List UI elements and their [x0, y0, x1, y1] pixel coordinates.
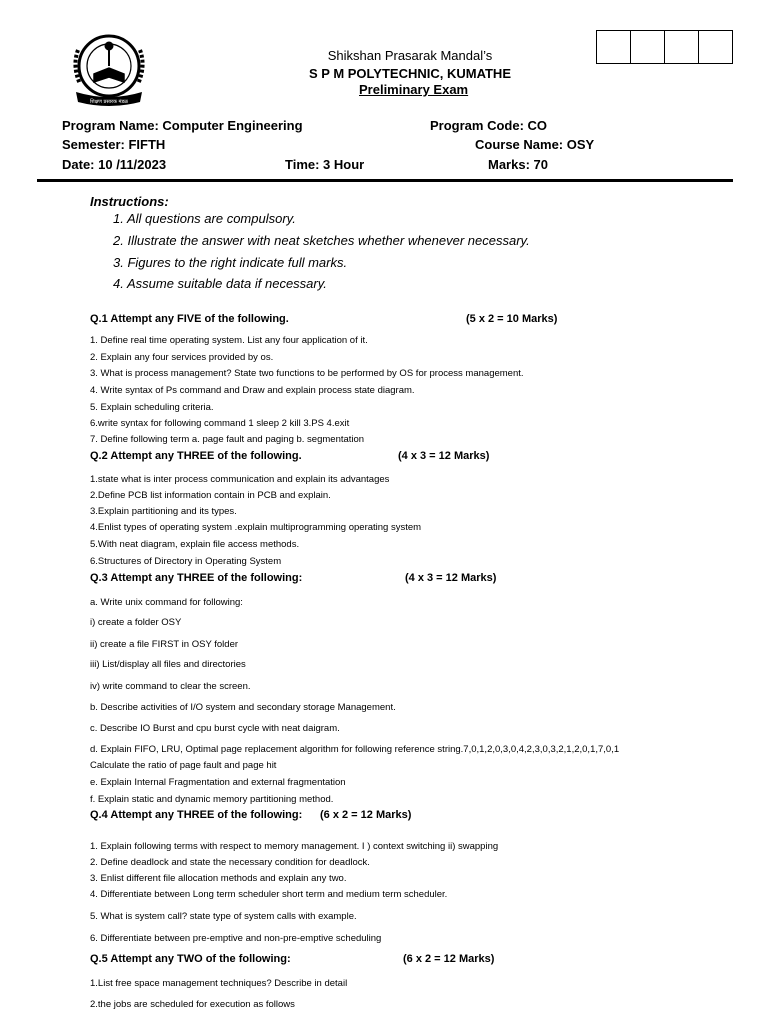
instruction-item: 1. All questions are compulsory. [113, 211, 296, 226]
q3-item: a. Write unix command for following: [90, 597, 243, 608]
q4-item: 2. Define deadlock and state the necessary condition for deadlock. [90, 857, 370, 868]
q1-marks: (5 x 2 = 10 Marks) [466, 313, 558, 325]
q4-item: 5. What is system call? state type of system calls with example. [90, 911, 357, 922]
q4-item: 6. Differentiate between pre-emptive and non-pre-emptive scheduling [90, 933, 382, 944]
college-name: S P M POLYTECHNIC, KUMATHE [308, 66, 511, 81]
q2-marks: (4 x 3 = 12 Marks) [398, 450, 490, 462]
q2-item: 4.Enlist types of operating system .explain multiprogramming operating system [90, 522, 422, 533]
q3-item: iii) List/display all files and directories [90, 659, 246, 670]
q3-item: iv) write command to clear the screen. [90, 681, 251, 692]
svg-text:शिक्षण प्रसारक मंडळ: शिक्षण प्रसारक मंडळ [90, 99, 128, 105]
q2-item: 6.Structures of Directory in Operating System [90, 556, 282, 567]
q3-item: b. Describe activities of I/O system and secondary storage Management. [90, 702, 396, 713]
instruction-item: 3. Figures to the right indicate full marks. [113, 255, 348, 270]
seat-number-boxes [597, 30, 733, 64]
q2-item: 5.With neat diagram, explain file access methods. [90, 539, 300, 550]
q2-item: 2.Define PCB list information contain in PCB and explain. [90, 490, 331, 501]
q2-item: 1.state what is inter process communication and explain its advantages [90, 474, 390, 485]
exam-time: Time: 3 Hour [285, 157, 365, 172]
semester: Semester: FIFTH [62, 137, 166, 152]
q5-title: Q.5 Attempt any TWO of the following: [90, 953, 291, 965]
seat-box [630, 30, 665, 64]
q1-item: 1. Define real time operating system. List any four application of it. [90, 335, 368, 346]
q2-item: 3.Explain partitioning and its types. [90, 506, 237, 517]
q1-item: 7. Define following term a. page fault and paging b. segmentation [90, 434, 365, 445]
q3-item: Calculate the ratio of page fault and page hit [90, 760, 277, 771]
college-logo [66, 30, 152, 110]
q4-item: 4. Differentiate between Long term scheduler short term and medium term scheduler. [90, 889, 448, 900]
q1-item: 2. Explain any four services provided by os. [90, 352, 274, 363]
q5-item: 1.List free space management techniques? Describe in detail [90, 978, 348, 989]
q3-item: e. Explain Internal Fragmentation and external fragmentation [90, 777, 346, 788]
q1-item: 6.write syntax for following command 1 sleep 2 kill 3.PS 4.exit [90, 418, 350, 429]
seat-box [596, 30, 631, 64]
q4-title: Q.4 Attempt any THREE of the following: [90, 809, 303, 821]
q1-item: 3. What is process management? State two functions to be performed by OS for process management. [90, 368, 524, 379]
instruction-item: 2. Illustrate the answer with neat sketches whether whenever necessary. [113, 233, 530, 248]
program-name: Program Name: Computer Engineering [62, 118, 303, 133]
q4-marks: (6 x 2 = 12 Marks) [320, 809, 412, 821]
q5-item: 2.the jobs are scheduled for execution as follows [90, 999, 295, 1010]
q3-item: ii) create a file FIRST in OSY folder [90, 639, 239, 650]
q3-marks: (4 x 3 = 12 Marks) [405, 572, 497, 584]
organization-name: Shikshan Prasarak Mandal’s [327, 48, 493, 63]
q3-item: i) create a folder OSY [90, 617, 182, 628]
total-marks: Marks: 70 [488, 157, 548, 172]
exam-date: Date: 10 /11/2023 [62, 157, 167, 172]
seat-box [698, 30, 733, 64]
q3-item: d. Explain FIFO, LRU, Optimal page replacement algorithm for following reference string.7,0,1,2,0,3,0,4,2,3,0,3,2,1,2,0,1,7,0,1 [90, 744, 620, 755]
q3-title: Q.3 Attempt any THREE of the following: [90, 572, 303, 584]
q3-item: c. Describe IO Burst and cpu burst cycle with neat daigram. [90, 723, 340, 734]
course-name: Course Name: OSY [475, 137, 595, 152]
q4-item: 1. Explain following terms with respect to memory management. I ) context switching ii) swapping [90, 841, 499, 852]
q1-item: 4. Write syntax of Ps command and Draw and explain process state diagram. [90, 385, 415, 396]
q3-item: f. Explain static and dynamic memory partitioning method. [90, 794, 334, 805]
q4-item: 3. Enlist different file allocation methods and explain any two. [90, 873, 347, 884]
instruction-item: 4. Assume suitable data if necessary. [113, 276, 327, 291]
exam-title: Preliminary Exam [359, 82, 469, 97]
q1-item: 5. Explain scheduling criteria. [90, 402, 214, 413]
instructions-title: Instructions: [90, 194, 169, 209]
q2-title: Q.2 Attempt any THREE of the following. [90, 450, 302, 462]
q5-marks: (6 x 2 = 12 Marks) [403, 953, 495, 965]
q1-title: Q.1 Attempt any FIVE of the following. [90, 313, 289, 325]
program-code: Program Code: CO [430, 118, 548, 133]
seat-box [664, 30, 699, 64]
header-divider [37, 179, 733, 182]
